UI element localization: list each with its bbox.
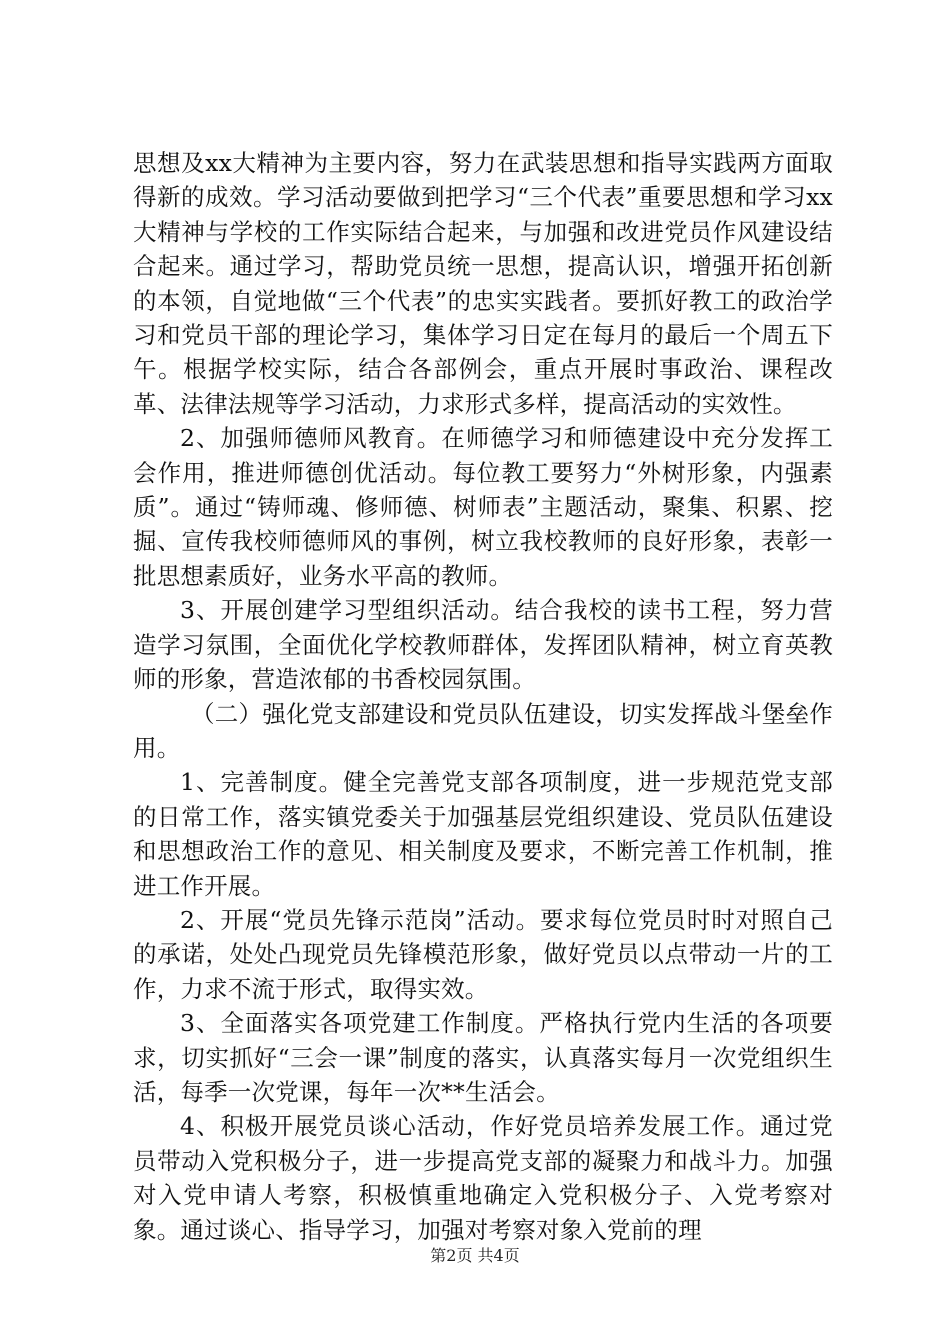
paragraph-study-content: 思想及xx大精神为主要内容，努力在武装思想和指导实践两方面取得新的成效。学习活动要做到把学习“三个代表”重要思想和学习xx大精神与学校的工作实际结合起来，与加强和改进党员作风建设结合起来。通过学习，帮助党员统一思想，提高认识，增强开拓创新的本领，自觉地做“三个代表”的忠实实践者。要抓好教工的政治学习和党员干部的理论学习，集体学习日定在每月的最后一个周五下午。根据学校实际，结合各部例会，重点开展时事政治、课程改革、法律法规等学习活动，力求形式多样，提高活动的实效性。 <box>133 149 833 418</box>
paragraph-pioneer-post: 2、开展“党员先锋示范岗”活动。要求每位党员时时对照自己的承诺，处处凸现党员先锋模范形象，做好党员以点带动一片的工作，力求不流于形式，取得实效。 <box>133 905 833 1003</box>
paragraph-learning-organization: 3、开展创建学习型组织活动。结合我校的读书工程，努力营造学习氛围，全面优化学校教师群体，发挥团队精神，树立育英教师的形象，营造浓郁的书香校园氛围。 <box>133 596 833 694</box>
paragraph-member-talks: 4、积极开展党员谈心活动，作好党员培养发展工作。通过党员带动入党积极分子，进一步提高党支部的凝聚力和战斗力。加强对入党申请人考察，积极慎重地确定入党积极分子、入党考察对象。通过谈心、指导学习，加强对考察对象入党前的理 <box>133 1112 833 1244</box>
document-body <box>133 146 833 1247</box>
page-footer: 第2页 共4页 <box>430 1246 520 1265</box>
paragraph-teacher-ethics: 2、加强师德师风教育。在师德学习和师德建设中充分发挥工会作用，推进师德创优活动。每位教工要努力“外树形象，内强素质”。通过“铸师魂、修师德、树师表”主题活动，聚集、积累、挖掘、宣传我校师德师风的事例，树立我校教师的良好形象，表彰一批思想素质好，业务水平高的教师。 <box>133 424 833 590</box>
paragraph-improve-system: 1、完善制度。健全完善党支部各项制度，进一步规范党支部的日常工作，落实镇党委关于加强基层党组织建设、党员队伍建设和思想政治工作的意见、相关制度及要求，不断完善工作机制，推进工作开展。 <box>133 768 833 900</box>
paragraph-party-system: 3、全面落实各项党建工作制度。严格执行党内生活的各项要求，切实抓好“三会一课”制度的落实，认真落实每月一次党组织生活，每季一次党课，每年一次**生活会。 <box>133 1009 833 1106</box>
section-heading-party-branch: （二）强化党支部建设和党员队伍建设，切实发挥战斗堡垒作用。 <box>133 699 833 762</box>
